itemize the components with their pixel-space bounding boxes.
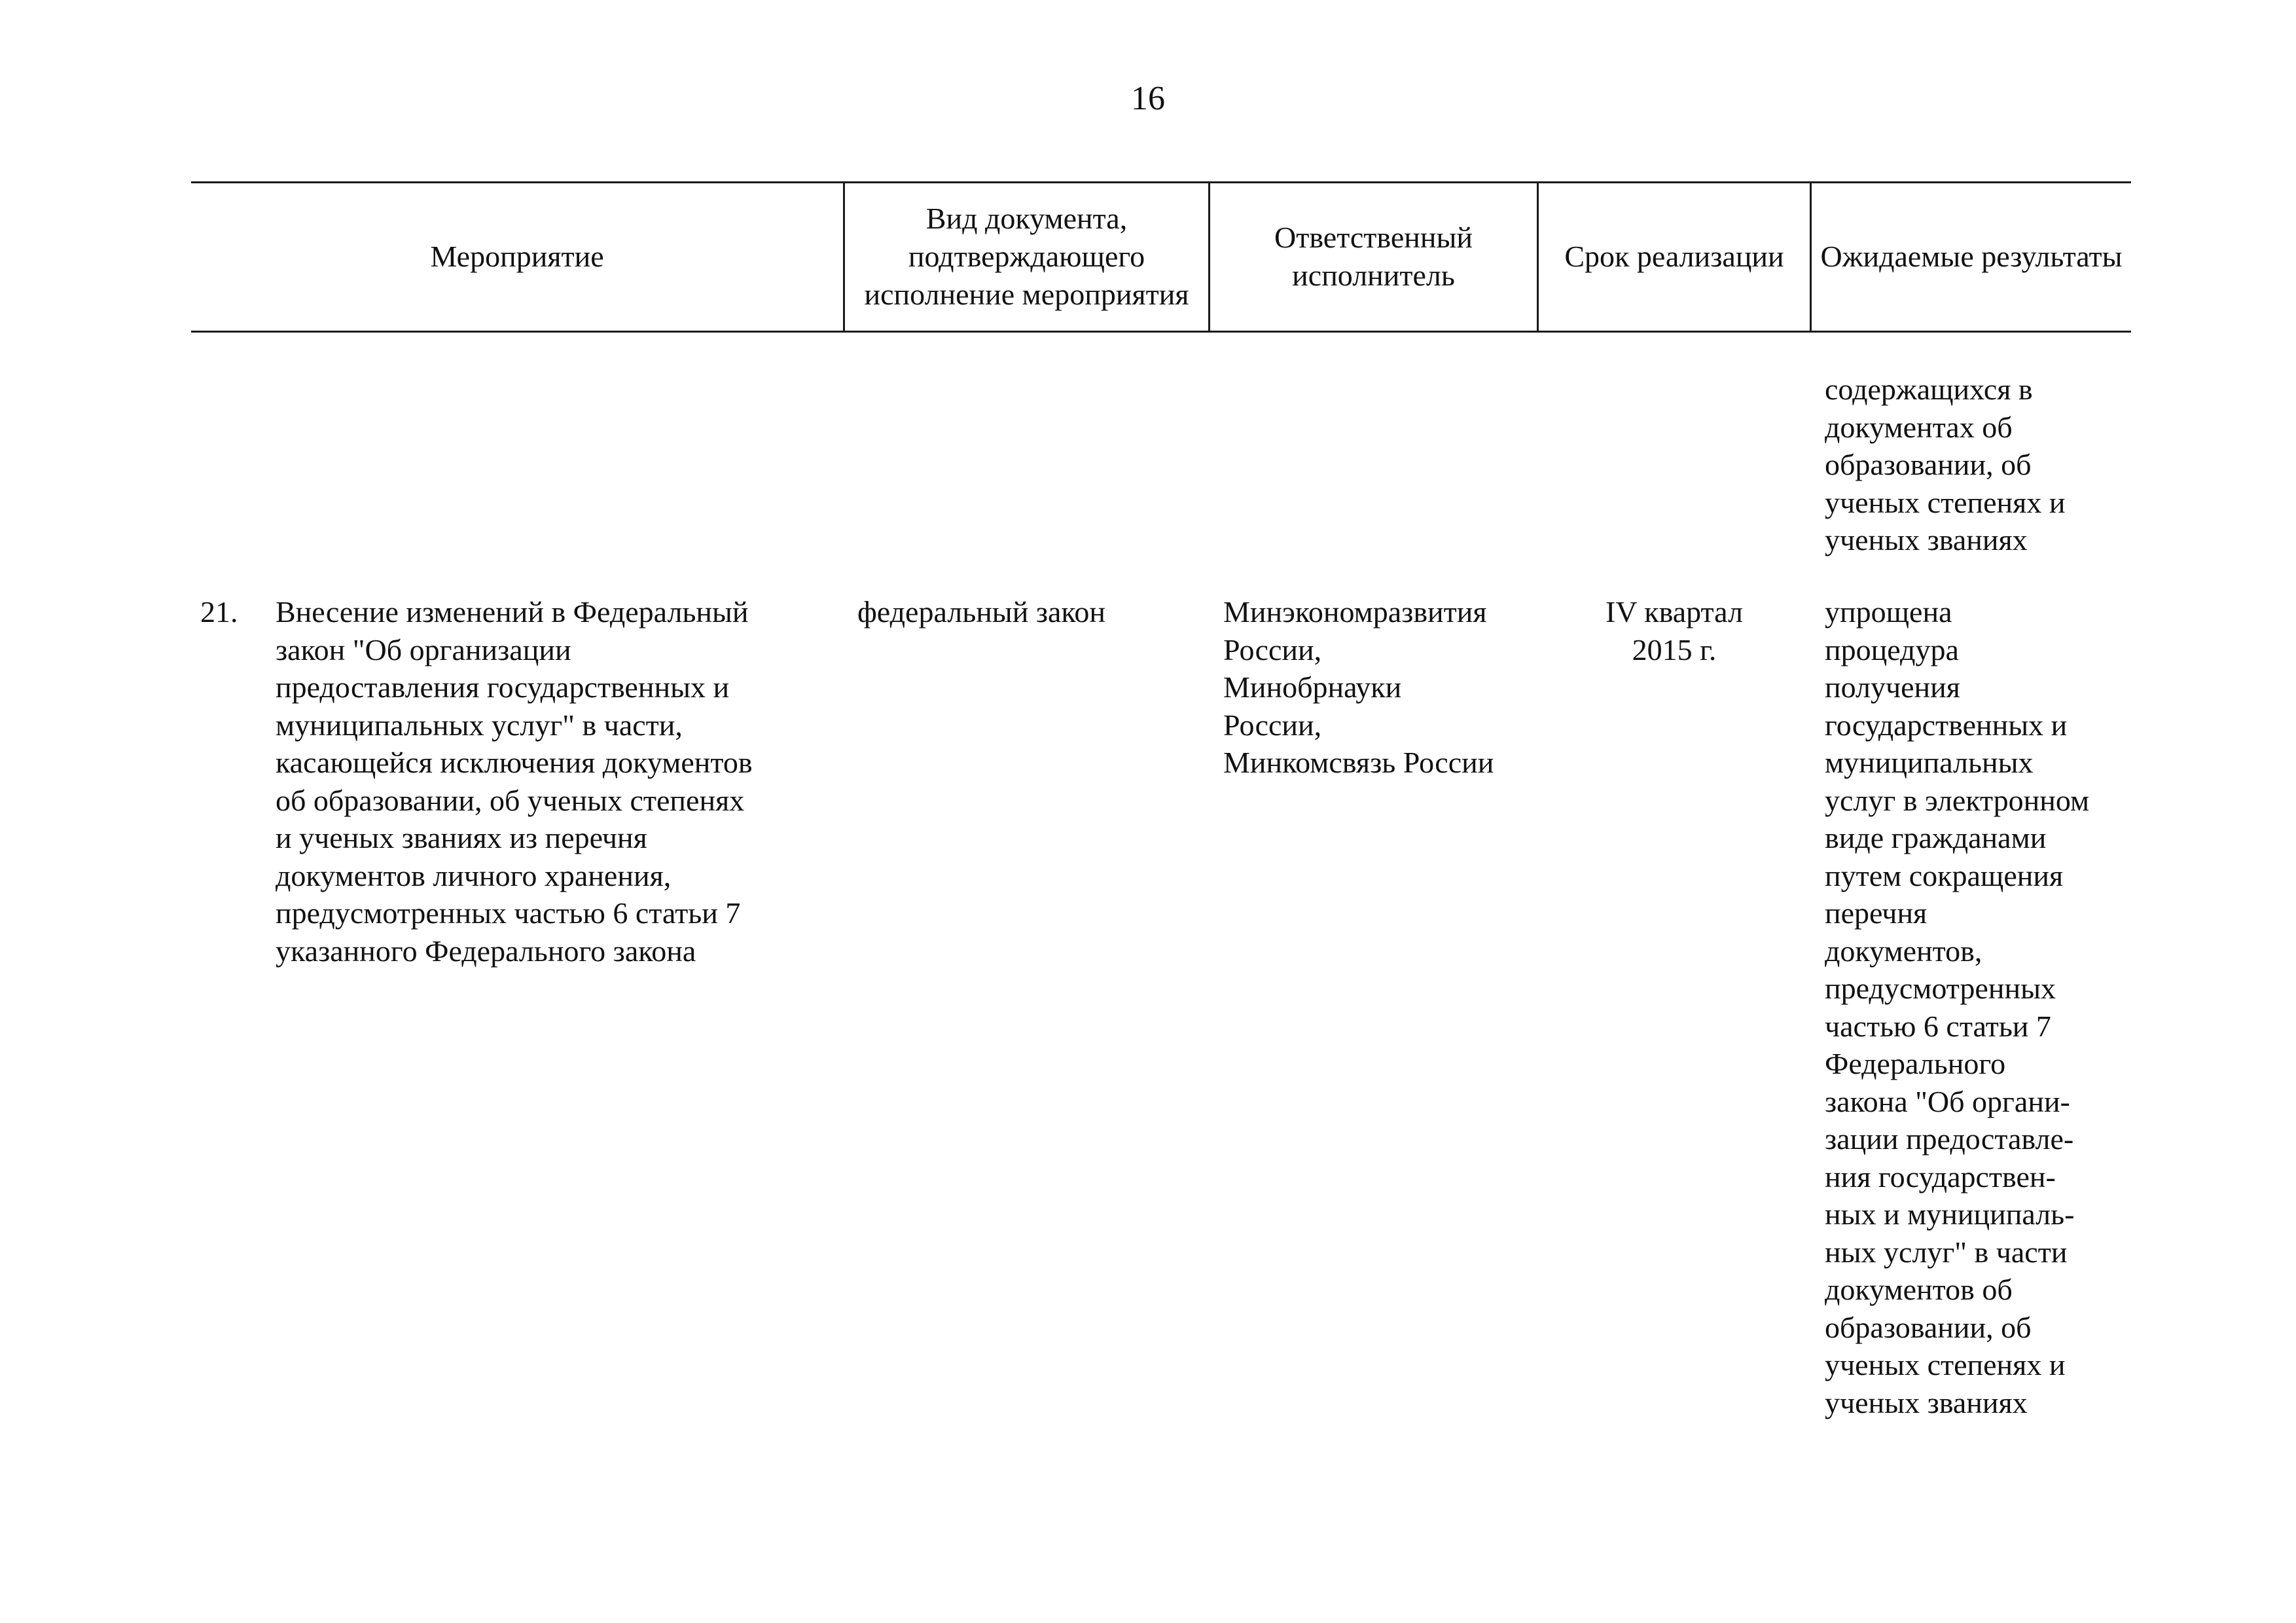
- header-responsible: Ответственный исполнитель: [1274, 221, 1473, 292]
- header-document-type: Вид документа, подтверждающего исполнение мероприятия: [864, 202, 1189, 311]
- row-document-type: федеральный закон: [857, 595, 1106, 629]
- row-deadline: IV квартал 2015 г.: [1605, 595, 1743, 666]
- row-number: 21.: [200, 595, 238, 629]
- continuation-results: содержащихся в документах об образовании, об ученых степенях и ученых званиях: [1825, 373, 2066, 556]
- page-number: 16: [1131, 80, 1165, 117]
- row-results: упрощена процедура получения государственных и муниципальных услуг в электронном виде гражданами путем сокращения перечня документов, предусмотренных частью 6 статьи 7 Федерального закона "Об органи- зации предоставле- ния государствен- ных и муниципаль- ных услуг" в части документов об образовании, об ученых степенях и ученых званиях: [1825, 595, 2090, 1419]
- header-event: Мероприятие: [430, 240, 604, 273]
- row-event: Внесение изменений в Федеральный закон "Об организации предоставления государственных и муниципальных услуг" в части, касающейся исключения документов об образовании, об ученых степенях и ученых званиях из перечня документов личного хранения, предусмотренных частью 6 статьи 7 указанного Федерального закона: [276, 595, 753, 968]
- header-deadline: Срок реализации: [1564, 240, 1784, 273]
- table-header-bottom-rule: [191, 331, 2131, 333]
- row-responsible: Минэкономразвития России, Минобрнауки России, Минкомсвязь России: [1223, 595, 1494, 779]
- header-results: Ожидаемые результаты: [1820, 240, 2123, 273]
